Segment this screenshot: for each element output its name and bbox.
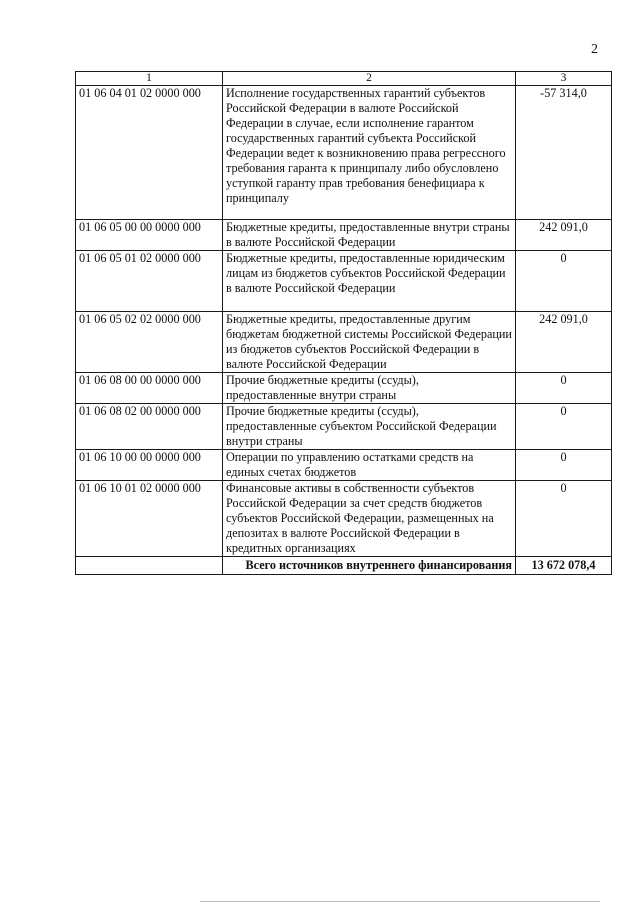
description-cell: Бюджетные кредиты, предоставленные внутри страны в валюте Российской Федерации — [223, 220, 516, 251]
column-number-3: 3 — [516, 72, 612, 86]
budget-code-cell: 01 06 04 01 02 0000 000 — [76, 86, 223, 220]
table-row — [76, 220, 612, 251]
budget-code-cell: 01 06 08 02 00 0000 000 — [76, 404, 223, 450]
footer-rule — [200, 901, 600, 902]
description-cell: Финансовые активы в собственности субъектов Российской Федерации за счет средств бюджетов субъектов Российской Федерации, размещенных на депозитах в валюте Российской Федерации в кредитных организациях — [223, 481, 516, 557]
total-code-cell — [76, 557, 223, 575]
amount-cell: -57 314,0 — [516, 86, 612, 220]
budget-code-cell: 01 06 05 01 02 0000 000 — [76, 251, 223, 312]
description-cell: Исполнение государственных гарантий субъектов Российской Федерации в валюте Российской Федерации в случае, если исполнение гарантом государственных гарантий субъекта Российской Федерации ведет к возникновению права регрессного требования гаранта к принципалу либо обусловлено уступкой гаранту прав требования бенефициара к принципалу — [223, 86, 516, 220]
column-number-2: 2 — [223, 72, 516, 86]
table-row — [76, 450, 612, 481]
amount-cell: 0 — [516, 481, 612, 557]
total-row — [76, 557, 612, 575]
description-cell: Прочие бюджетные кредиты (ссуды), предоставленные субъектом Российской Федерации внутри страны — [223, 404, 516, 450]
table-row — [76, 251, 612, 312]
total-label: Всего источников внутреннего финансирования — [223, 557, 516, 575]
amount-cell: 0 — [516, 404, 612, 450]
table-row — [76, 312, 612, 373]
table-row — [76, 404, 612, 450]
budget-code-cell: 01 06 10 00 00 0000 000 — [76, 450, 223, 481]
column-number-1: 1 — [76, 72, 223, 86]
total-amount: 13 672 078,4 — [516, 557, 612, 575]
budget-code-cell: 01 06 08 00 00 0000 000 — [76, 373, 223, 404]
financing-sources-table — [75, 71, 612, 575]
page-number: 2 — [591, 42, 598, 57]
table-row — [76, 373, 612, 404]
amount-cell: 0 — [516, 450, 612, 481]
description-cell: Операции по управлению остатками средств на единых счетах бюджетов — [223, 450, 516, 481]
budget-code-cell: 01 06 10 01 02 0000 000 — [76, 481, 223, 557]
table-header-row — [76, 72, 612, 86]
budget-code-cell: 01 06 05 00 00 0000 000 — [76, 220, 223, 251]
table-row — [76, 86, 612, 220]
description-cell: Бюджетные кредиты, предоставленные другим бюджетам бюджетной системы Российской Федерации из бюджетов субъектов Российской Федерации в валюте Российской Федерации — [223, 312, 516, 373]
amount-cell: 242 091,0 — [516, 312, 612, 373]
amount-cell: 0 — [516, 373, 612, 404]
description-cell: Прочие бюджетные кредиты (ссуды), предоставленные внутри страны — [223, 373, 516, 404]
description-cell: Бюджетные кредиты, предоставленные юридическим лицам из бюджетов субъектов Российской Федерации в валюте Российской Федерации — [223, 251, 516, 312]
amount-cell: 242 091,0 — [516, 220, 612, 251]
amount-cell: 0 — [516, 251, 612, 312]
budget-code-cell: 01 06 05 02 02 0000 000 — [76, 312, 223, 373]
table-row — [76, 481, 612, 557]
